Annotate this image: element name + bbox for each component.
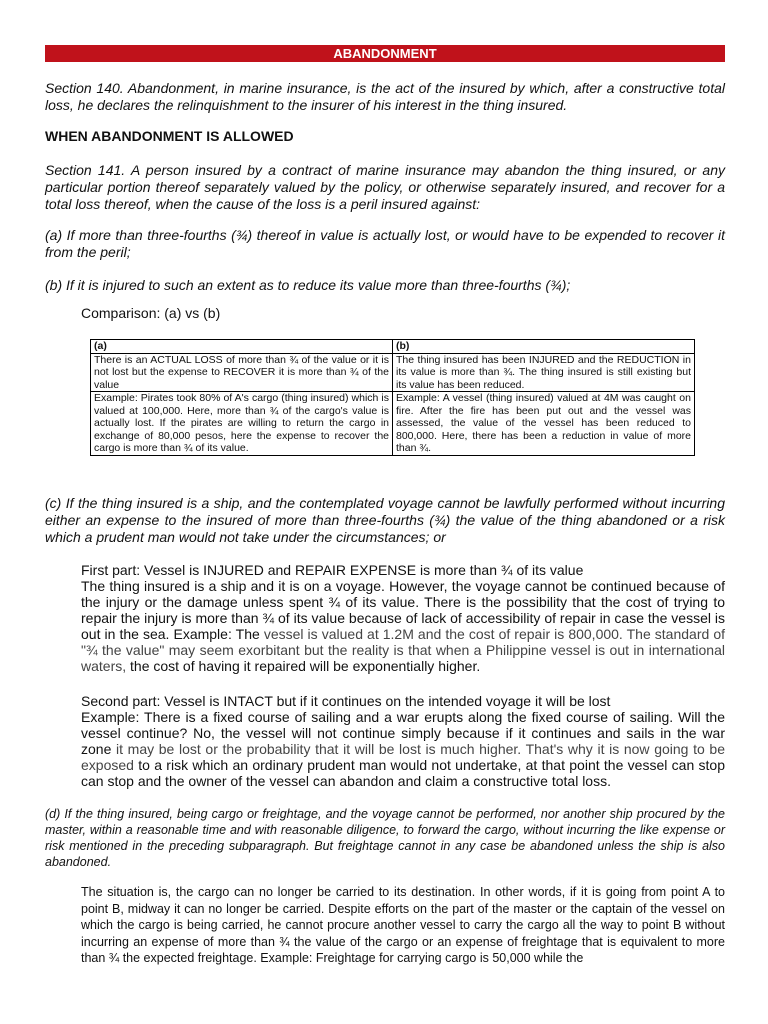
table-cell-row2-a: Example: Pirates took 80% of A's cargo (thing insured) which is valued at 100,000. Here, more than ¾ of the cargo's value is actually lost. If the pirates are willing to return the cargo in exchange of 80,000 pesos, here the expense to recover the cargo is more than ¾ of its value. [91, 392, 393, 456]
table-header-row [91, 340, 695, 354]
table-row [91, 353, 695, 392]
item-c-paragraph: (c) If the thing insured is a ship, and the contemplated voyage cannot be lawfully performed without incurring either an expense to the insured of more than three-fourths (¾) the value of the thing abandoned or a risk which a prudent man would not take under the circumstances; or [45, 495, 725, 545]
table-cell-row2-b: Example: A vessel (thing insured) valued at 4M was caught on fire. After the fire has been put out and the vessel was assessed, the value of the vessel has been reduced to 800,000. Here, there has been a reduction in value of more than ¾. [393, 392, 695, 456]
table-row [91, 392, 695, 456]
second-part-text-end: to a risk which an ordinary prudent man would not undertake, at that point the vessel can stop can stop and the owner of the vessel can abandon and claim a constructive total loss. [81, 757, 725, 789]
first-part-text-light: vessel is valued at 1.2M and the cost of repair is 800,000. The standard of "¾ the value" may seem exorbitant but the reality is that when a Philippine vessel is out in international waters, [81, 626, 725, 674]
first-part-title: First part: Vessel is INJURED and REPAIR EXPENSE is more than ¾ of its value [81, 562, 584, 578]
second-part-block [81, 693, 725, 789]
situation-paragraph: The situation is, the cargo can no longer be carried to its destination. In other words, if it is going from point A to point B, midway it can no longer be carried. Despite efforts on the part of the master or the captain of the vessel on which the cargo is being carried, he cannot procure another vessel to carry the cargo all the way to point B without incurring an expense of more than ¾ the value of the cargo or an expense of freightage that is equivalent to more than ¾ the expected freightage. Example: Freightage for carrying cargo is 50,000 while the [81, 885, 725, 965]
table-header-b: (b) [393, 340, 695, 354]
comparison-table [90, 339, 695, 456]
second-part-text-light: it may be lost or the probability that it will be lost is much higher. That's why it is now going to be exposed [81, 741, 725, 773]
item-a-paragraph: (a) If more than three-fourths (¾) thereof in value is actually lost, or would have to be expended to recover it from the peril; [45, 227, 725, 260]
table-cell-row1-b: The thing insured has been INJURED and the REDUCTION in its value is more than ¾. The thing insured is still existing but its value has been reduced. [393, 353, 695, 392]
first-part-body [81, 578, 725, 674]
when-abandonment-heading: WHEN ABANDONMENT IS ALLOWED [45, 128, 294, 144]
item-b-paragraph: (b) If it is injured to such an extent as to reduce its value more than three-fourths (¾); [45, 277, 571, 293]
second-part-text: Example: There is a fixed course of sailing and a war erupts along the fixed course of sailing. Will the vessel continue? No, the vessel will not continue simply because if it continues and sails in the war zone [81, 709, 725, 757]
first-part-text: The thing insured is a ship and it is on a voyage. However, the voyage cannot be continued because of the injury or the damage unless spent ¾ of its value. There is the possibility that the cost of trying to repair the injury is more than ¾ of its value because of lack of accessibility of repair in case the vessel is out in the sea. Example: The [81, 578, 725, 642]
section-banner: ABANDONMENT [45, 45, 725, 62]
first-part-text-end: the cost of having it repaired will be exponentially higher. [130, 658, 481, 674]
first-part-block [81, 562, 725, 674]
table-header-a: (a) [91, 340, 393, 354]
section-140-paragraph: Section 140. Abandonment, in marine insurance, is the act of the insured by which, after a constructive total loss, he declares the relinquishment to the insurer of his interest in the thing insured. [45, 80, 725, 113]
section-141-paragraph: Section 141. A person insured by a contract of marine insurance may abandon the thing insured, or any particular portion thereof separately valued by the policy, or otherwise separately insured, and recover for a total loss thereof, when the cause of the loss is a peril insured against: [45, 162, 725, 212]
item-d-paragraph: (d) If the thing insured, being cargo or freightage, and the voyage cannot be performed, nor another ship procured by the master, within a reasonable time and with reasonable diligence, to forward the cargo, without incurring the like expense or risk mentioned in the preceding subparagraph. But freightage cannot in any case be abandoned unless the ship is also abandoned. [45, 807, 725, 869]
table-cell-row1-a: There is an ACTUAL LOSS of more than ¾ of the value or it is not lost but the expense to RECOVER it is more than ¾ of the value [91, 353, 393, 392]
second-part-body [81, 709, 725, 789]
second-part-title: Second part: Vessel is INTACT but if it continues on the intended voyage it will be lost [81, 693, 611, 709]
comparison-label: Comparison: (a) vs (b) [81, 305, 221, 321]
